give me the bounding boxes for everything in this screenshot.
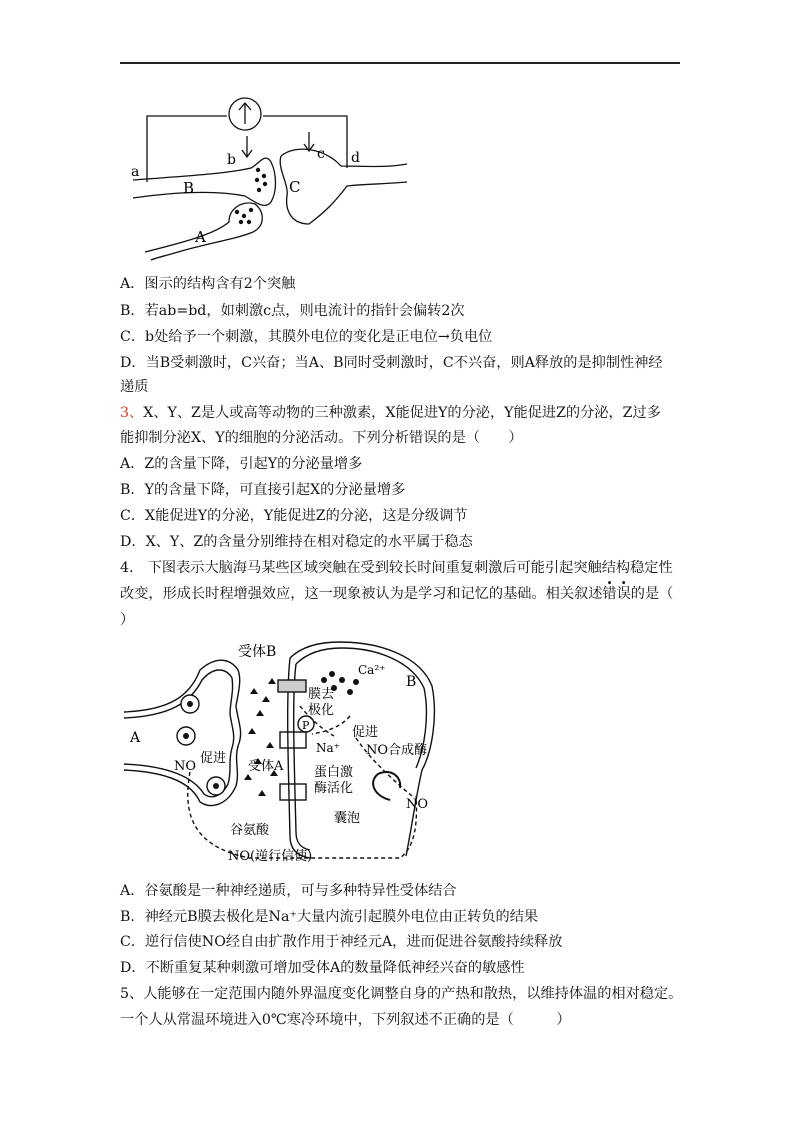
q2-option-d-cont: 递质 <box>120 379 149 395</box>
label-protein2: 酶活化 <box>314 781 354 796</box>
q4-option-b: B．神经元B膜去极化是Na⁺大量内流引起膜外电位由正转负的结果 <box>120 909 539 925</box>
q3-option-a: A．Z的含量下降，引起Y的分泌量增多 <box>120 456 363 472</box>
vesicle-icon <box>373 772 400 800</box>
galvanometer-wire <box>147 116 227 182</box>
label-retro: NO(逆行信使) <box>228 849 313 864</box>
q2-option-d: D．当B受刺激时，C兴奋；当A、B同时受刺激时，C不兴奋，则A释放的是抑制性神经 <box>120 355 663 371</box>
q5-stem-line1: 5、人能够在一定范围内随外界温度变化调整自身的产热和散热，以维持体温的相对稳定。 <box>120 986 683 1002</box>
q3-number: 3、 <box>120 405 144 421</box>
label-promote-right: 促进 <box>352 725 379 740</box>
label-c: c <box>317 146 325 162</box>
neuron-B <box>133 158 276 205</box>
q4-option-c: C．逆行信使NO经自由扩散作用于神经元A，进而促进谷氨酸持续释放 <box>120 934 563 950</box>
label-glutamate: 谷氨酸 <box>230 823 270 838</box>
q4-option-a: A．谷氨酸是一种神经递质，可与多种特异性受体结合 <box>120 883 457 899</box>
receptor-A <box>280 732 306 748</box>
label-no-synthase: NO合成酶 <box>366 743 428 758</box>
q4-stem-line1: 4. 下图表示大脑海马某些区域突触在受到较长时间重复刺激后可能引起突触结构稳定性 <box>120 560 673 576</box>
label-na: Na⁺ <box>316 741 340 755</box>
q2-option-c: C．b处给予一个刺激，其膜外电位的变化是正电位→负电位 <box>120 329 493 345</box>
q5-stem-line2: 一个人从常温环境进入0℃寒冷环境中，下列叙述不正确的是（ ） <box>120 1012 571 1028</box>
q4-stem-line3: ） <box>120 612 135 628</box>
label-promote-left: 促进 <box>200 751 227 766</box>
emphasis-char: 误 <box>616 586 631 602</box>
label-A: A <box>130 730 141 746</box>
label-receptor-B: 受体B <box>238 644 277 660</box>
label-C: C <box>289 178 301 196</box>
label-b: b <box>227 152 236 168</box>
label-no-right: NO <box>406 797 429 812</box>
receptor-B <box>278 680 306 692</box>
label-A: A <box>195 228 206 246</box>
q3-stem-line2: 能抑制分泌X、Y的细胞的分泌活动。下列分析错误的是（ ） <box>120 430 523 446</box>
label-membrane: 膜去 <box>308 687 335 702</box>
top-rule <box>120 62 680 64</box>
label-B: B <box>406 674 417 690</box>
q3-option-c: C．X能促进Y的分泌，Y能促进Z的分泌，这是分级调节 <box>120 508 468 524</box>
emphasis-char: 错 <box>602 586 617 602</box>
q3-stem-line1: 3、X、Y、Z是人或高等动物的三种激素，X能促进Y的分泌，Y能促进Z的分泌，Z过多 <box>120 405 661 421</box>
label-p: P <box>302 719 310 732</box>
label-d: d <box>351 150 360 166</box>
q4-stem-line2: 改变，形成长时程增强效应，这一现象被认为是学习和记忆的基础。相关叙述错误的是（ <box>120 586 674 602</box>
label-no-left: NO <box>174 759 197 774</box>
label-vesicle: 囊泡 <box>334 811 361 826</box>
label-depolar: 极化 <box>308 703 335 718</box>
label-a: a <box>131 164 140 180</box>
stimulus-arrow-b <box>242 136 252 157</box>
stimulus-arrow-c <box>304 132 314 151</box>
q2-option-a: A．图示的结构含有2个突触 <box>120 276 296 292</box>
label-receptor-A: 受体A <box>248 759 284 774</box>
figure-synapse-ltp <box>120 636 440 868</box>
label-ca: Ca²⁺ <box>358 663 386 677</box>
q2-option-b: B．若ab=bd，如刺激c点，则电流计的指针会偏转2次 <box>120 303 465 319</box>
label-protein1: 蛋白激 <box>314 765 354 780</box>
label-B: B <box>183 179 195 197</box>
q3-option-b: B．Y的含量下降，可直接引起X的分泌量增多 <box>120 482 406 498</box>
figure-galvanometer-synapse <box>125 92 415 262</box>
q3-option-d: D．X、Y、Z的含量分别维持在相对稳定的水平属于稳态 <box>120 534 473 550</box>
q4-option-d: D．不断重复某种刺激可增加受体A的数量降低神经兴奋的敏感性 <box>120 960 525 976</box>
